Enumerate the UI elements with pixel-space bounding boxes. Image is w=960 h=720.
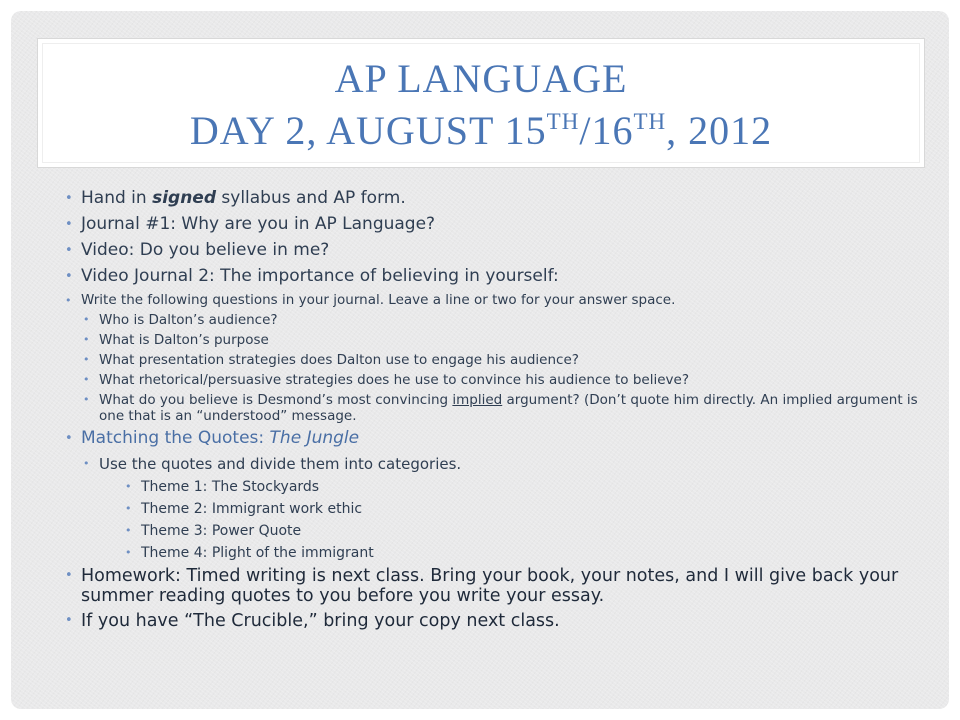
title-sup-1: TH [546,109,580,134]
bullet-journal-1 [65,214,941,235]
bullet-text: Use the quotes and divide them into categories. [99,455,462,473]
bullet-dot: • [65,217,73,232]
bullet-dot: • [65,269,73,284]
question-text: Who is Dalton’s audience? [99,312,278,328]
title-sup-2: TH [633,109,667,134]
bullet-dot: • [65,568,73,583]
bullet-dot: • [83,393,90,406]
bullet-dot: • [83,313,90,326]
bullet-syllabus [65,188,941,209]
bullet-dot: • [65,613,73,628]
question-underlined: implied [452,392,503,408]
question-text: What presentation strategies does Dalton use to engage his audience? [99,352,579,368]
bullet-list [65,188,941,636]
bullet-dot: • [83,457,90,470]
bullet-dot: • [83,353,90,366]
title-line-2 [38,105,924,157]
question-text: argument? (Don’t quote him directly. An implied argument is one that is an “understood” message. [99,392,918,424]
bullet-dot: • [125,502,132,515]
title-line-2-c: , 2012 [666,108,773,153]
slide [11,11,949,709]
title-box [37,38,925,168]
bullet-text: If you have “The Crucible,” bring your copy next class. [81,611,560,631]
bullet-text: Hand in [81,188,153,208]
theme-item [65,522,941,540]
bullet-dot: • [65,191,73,206]
theme-text: Theme 3: Power Quote [141,523,302,539]
theme-item [65,478,941,496]
book-title: The Jungle [269,428,360,448]
bullet-crucible [65,611,941,631]
bullet-text: Homework: Timed writing is next class. Bring your book, your notes, and I will give back your summer reading quotes to you before you write your essay. [81,566,899,606]
bullet-text: Journal #1: Why are you in AP Language? [81,214,436,234]
theme-text: Theme 4: Plight of the immigrant [141,545,374,561]
bullet-dot: • [125,546,132,559]
bullet-video [65,240,941,261]
theme-item [65,500,941,518]
bullet-dot: • [83,333,90,346]
question-3 [65,352,941,368]
title-line-2-b: /16 [579,108,634,153]
bullet-video-journal-2 [65,266,941,287]
question-2 [65,332,941,348]
bullet-homework [65,566,941,606]
title-line-2-a: DAY 2, AUGUST 15 [189,108,547,153]
bullet-matching-instruction [65,454,941,474]
question-4 [65,372,941,388]
title-line-1: AP LANGUAGE [334,56,628,101]
bullet-dot: • [83,373,90,386]
bullet-text: Write the following questions in your journal. Leave a line or two for your answer space. [81,292,676,308]
bullet-matching-quotes [65,428,941,449]
question-1 [65,312,941,328]
bullet-instructions [65,292,941,309]
bullet-text: Video Journal 2: The importance of believing in yourself: [81,266,559,286]
bullet-dot: • [65,431,73,446]
bullet-text: Video: Do you believe in me? [81,240,330,260]
bullet-dot: • [125,480,132,493]
bullet-dot: • [65,294,72,307]
bullet-text: syllabus and AP form. [216,188,406,208]
bullet-dot: • [65,243,73,258]
theme-text: Theme 1: The Stockyards [141,479,320,495]
question-5 [65,392,941,424]
theme-item [65,544,941,562]
bullet-emph: signed [152,188,216,208]
question-text: What is Dalton’s purpose [99,332,269,348]
question-text: What rhetorical/persuasive strategies does he use to convince his audience to believe? [99,372,689,388]
question-text: What do you believe is Desmond’s most convincing [99,392,453,408]
bullet-dot: • [125,524,132,537]
theme-text: Theme 2: Immigrant work ethic [141,501,363,517]
slide-title [38,53,924,157]
bullet-text: Matching the Quotes: [81,428,270,448]
